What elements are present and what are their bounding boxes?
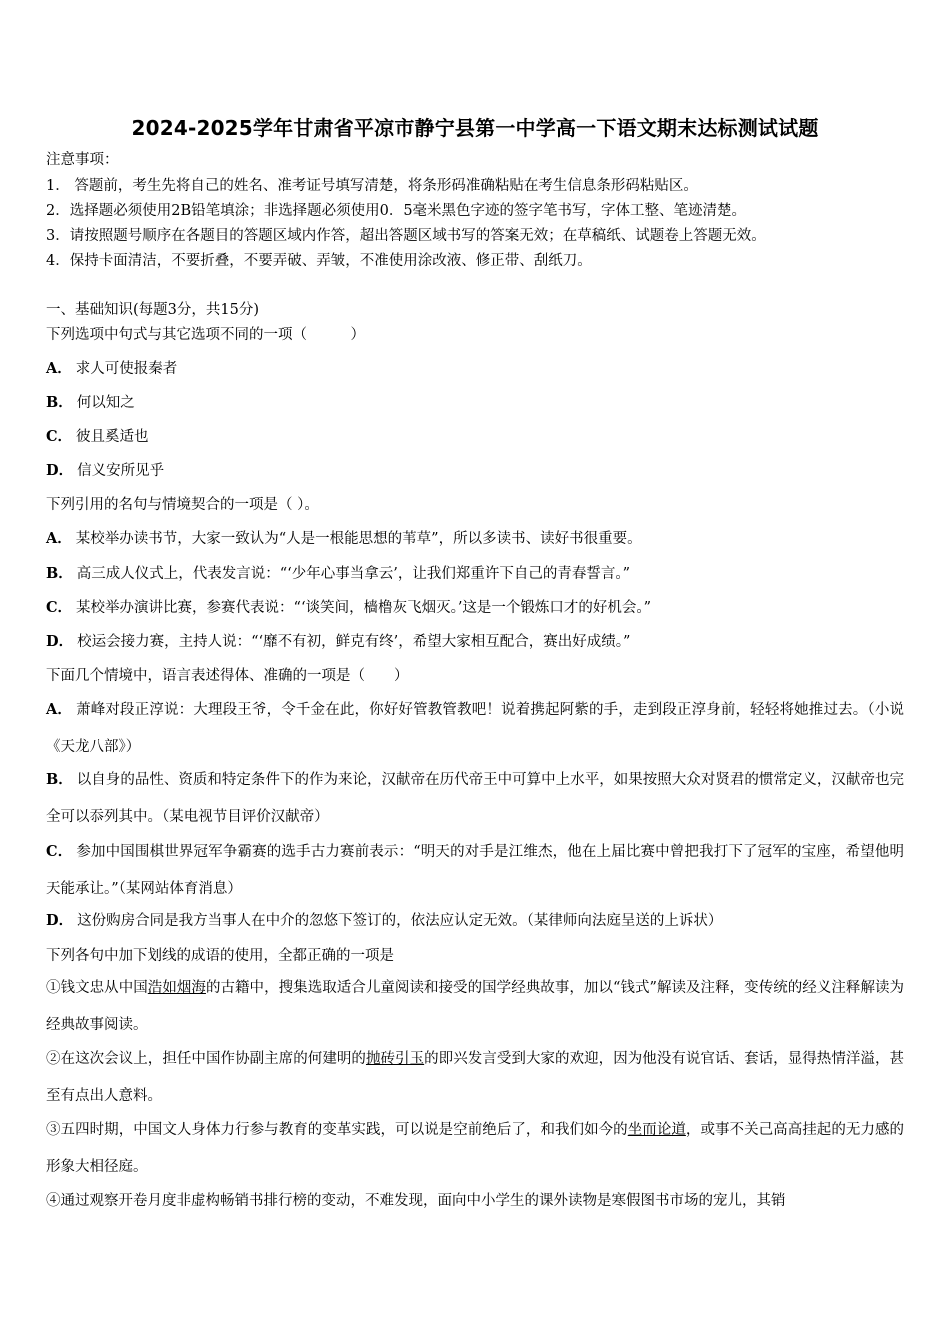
option-text: 某校举办演讲比赛，参赛代表说：“‘谈笑间，樯橹灰飞烟灭。’这是一个锻炼口才的好机会。” <box>76 600 652 616</box>
option-text: 求人可使报秦者 <box>75 361 178 377</box>
item-number: ③ <box>46 1122 61 1138</box>
item-text: 钱文忠从中国 <box>60 980 148 996</box>
question-stem: 下面几个情境中，语言表述得体、准确的一项是（ ） <box>46 668 409 684</box>
notice-item: 3．请按照题号顺序在各题目的答题区域内作答，超出答题区域书写的答案无效；在草稿纸、试题卷上答题无效。 <box>46 228 766 244</box>
item-number: ④ <box>46 1193 61 1209</box>
option-text: 高三成人仪式上，代表发言说：“‘少年心事当拿云’，让我们郑重许下自己的青春誓言。” <box>76 566 631 582</box>
option-text: 信义安所见乎 <box>77 463 165 479</box>
page-title: 2024-2025学年甘肃省平凉市静宁县第一中学高一下语文期末达标测试试题 <box>131 116 819 140</box>
section-heading: 一、基础知识(每题3分，共15分) <box>46 302 259 318</box>
option-label: B． <box>46 565 73 582</box>
item-text: 的即兴发言受到大家的欢迎，因为他没有说官话、套话，显得热情洋溢，甚至有点出人意料。 <box>46 1051 905 1104</box>
notice-item: 2．选择题必须使用2B铅笔填涂；非选择题必须使用0．5毫米黑色字迹的签字笔书写，字体工整、笔迹清楚。 <box>46 203 747 219</box>
notice-item: 1． 答题前，考生先将自己的姓名、准考证号填写清楚，将条形码准确粘贴在考生信息条形码粘贴区。 <box>46 178 698 194</box>
option <box>46 691 904 766</box>
option-label: C． <box>46 428 73 445</box>
question-stem: 下列选项中句式与其它选项不同的一项（ ） <box>46 327 365 343</box>
option-text: 校运会接力赛，主持人说：“‘靡不有初，鲜克有终’，希望大家相互配合，赛出好成绩。” <box>77 634 631 650</box>
item-number: ② <box>46 1051 61 1067</box>
list-item <box>46 970 904 1044</box>
option-text: 这份购房合同是我方当事人在中介的忽悠下签订的，依法应认定无效。（某律师向法庭呈送的上诉状） <box>77 913 723 929</box>
item-text: 通过观察开卷月度非虚构畅销书排行榜的变动，不难发现，面向中小学生的课外读物是寒假图书市场的宠儿，其销 <box>60 1193 786 1209</box>
option-text: 何以知之 <box>76 395 135 411</box>
option <box>46 761 904 836</box>
option-label: C． <box>46 843 73 860</box>
notice-heading: 注意事项： <box>46 152 119 168</box>
option <box>46 833 904 908</box>
option-label: C． <box>46 599 73 616</box>
option-text: 以自身的品性、资质和特定条件下的作为来论，汉献帝在历代帝王中可算中上水平，如果按照大众对贤君的惯常定义，汉献帝也完全可以忝列其中。（某电视节目评价汉献帝） <box>46 772 904 825</box>
option <box>46 564 630 584</box>
item-text: 的古籍中，搜集选取适合儿童阅读和接受的国学经典故事，加以“钱式”解读及注释，变传统的经义注释解读为经典故事阅读。 <box>46 980 905 1033</box>
item-number: ① <box>46 980 61 996</box>
option-text: 萧峰对段正淳说：大理段王爷，令千金在此，你好好管教管教吧！说着携起阿紫的手，走到段正淳身前，轻轻将她推过去。（小说《天龙八部》） <box>46 702 904 755</box>
underlined-idiom: 浩如烟海 <box>147 980 206 996</box>
question-stem: 下列各句中加下划线的成语的使用，全都正确的一项是 <box>46 948 394 964</box>
option <box>46 427 149 447</box>
option <box>46 598 651 618</box>
option-label: D． <box>46 462 74 479</box>
option <box>46 632 630 652</box>
option-label: D． <box>46 912 74 929</box>
list-item <box>46 1041 904 1115</box>
option-label: B． <box>46 771 73 788</box>
option-text: 彼且奚适也 <box>76 429 149 445</box>
option-label: A． <box>46 360 72 377</box>
option <box>46 393 135 413</box>
item-text: 在这次会议上，担任中国作协副主席的何建明的 <box>60 1051 366 1067</box>
list-item <box>46 1183 904 1220</box>
option <box>46 529 642 549</box>
option-label: D． <box>46 633 74 650</box>
option-label: A． <box>46 530 72 547</box>
question-stem: 下列引用的名句与情境契合的一项是（ ）。 <box>46 497 319 513</box>
notice-item: 4．保持卡面清洁，不要折叠，不要弄破、弄皱，不准使用涂改液、修正带、刮纸刀。 <box>46 253 592 269</box>
option-label: B． <box>46 394 73 411</box>
option-label: A． <box>46 701 73 718</box>
underlined-idiom: 坐而论道 <box>627 1122 686 1138</box>
item-text: 五四时期，中国文人身体力行参与教育的变革实践，可以说是空前绝后了，和我们如今的 <box>60 1122 628 1138</box>
item-text: ，或事不关己高高挂起的无力感的形象大相径庭。 <box>46 1122 905 1175</box>
option <box>46 461 164 481</box>
option <box>46 359 177 379</box>
option-text: 某校举办读书节，大家一致认为“人是一根能思想的苇草”，所以多读书、读好书很重要。 <box>75 531 642 547</box>
option <box>46 911 722 931</box>
list-item <box>46 1112 904 1186</box>
underlined-idiom: 抛砖引玉 <box>365 1051 425 1067</box>
option-text: 参加中国围棋世界冠军争霸赛的选手古力赛前表示：“明天的对手是江维杰，他在上届比赛中曾把我打下了冠军的宝座，希望他明天能承让。”（某网站体育消息） <box>46 844 904 897</box>
